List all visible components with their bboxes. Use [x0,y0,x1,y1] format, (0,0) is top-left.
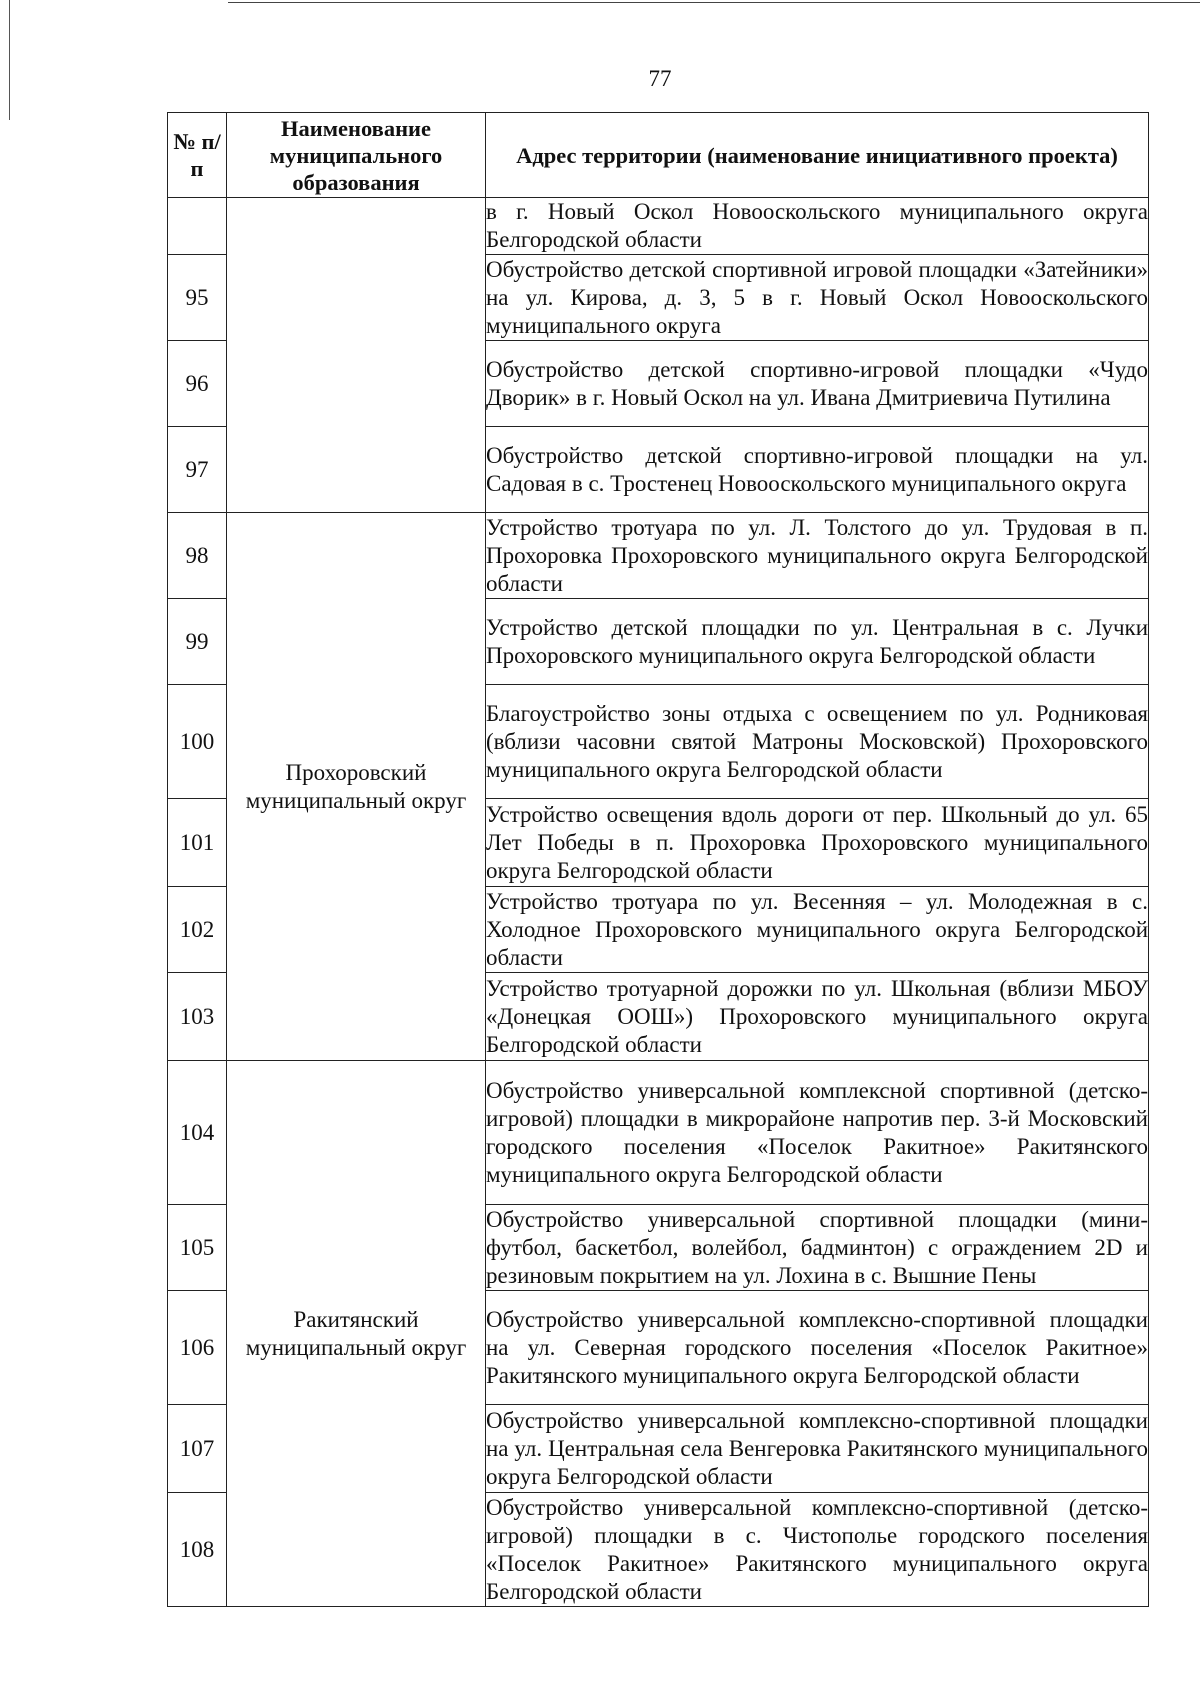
left-scan-rule [9,0,10,120]
row-address: Обустройство детской спортивной игровой площадки «Затейники» на ул. Кирова, д. 3, 5 в г. Новый Оскол Новооскольского муниципального округа [486,255,1149,341]
table-row [168,513,1149,599]
table-header-row [168,113,1149,198]
row-number: 96 [168,341,227,427]
table-row [168,1061,1149,1205]
municipality-cell-rakityansky: Ракитянский муниципальный округ [227,1061,486,1607]
row-address: Обустройство детской спортивно-игровой площадки «Чудо Дворик» в г. Новый Оскол на ул. Ивана Дмитриевича Путилина [486,341,1149,427]
municipality-cell-prokhorovsky: Прохоровский муниципальный округ [227,513,486,1061]
row-number: 100 [168,685,227,799]
row-number: 108 [168,1493,227,1607]
row-address: Устройство освещения вдоль дороги от пер. Школьный до ул. 65 Лет Победы в п. Прохоровка Прохоровского муниципального округа Белгородской области [486,799,1149,887]
row-address: Обустройство универсальной комплексно-спортивной (детско-игровой) площадки в с. Чистополье городского поселения «Поселок Ракитное» Ракитянского муниципального округа Белгородской области [486,1493,1149,1607]
row-number: 104 [168,1061,227,1205]
row-number: 99 [168,599,227,685]
row-address: Благоустройство зоны отдыха с освещением по ул. Родниковая (вблизи часовни святой Матроны Московской) Прохоровского муниципального округа Белгородской области [486,685,1149,799]
row-address: Обустройство универсальной комплексно-спортивной площадки на ул. Северная городского поселения «Поселок Ракитное» Ракитянского муниципального округа Белгородской области [486,1291,1149,1405]
table-row [168,198,1149,255]
page-number: 77 [648,66,672,91]
row-address: Обустройство универсальной комплексно-спортивной площадки на ул. Центральная села Венгеровка Ракитянского муниципального округа Белгородской области [486,1405,1149,1493]
row-address: Устройство тротуарной дорожки по ул. Школьная (вблизи МБОУ «Донецкая ООШ») Прохоровского муниципального округа Белгородской области [486,973,1149,1061]
row-address: Устройство тротуара по ул. Весенняя – ул. Молодежная в с. Холодное Прохоровского муниципального округа Белгородской области [486,887,1149,973]
row-number: 102 [168,887,227,973]
header-number: № п/п [168,113,227,198]
row-number: 98 [168,513,227,599]
row-address: Устройство детской площадки по ул. Центральная в с. Лучки Прохоровского муниципального округа Белгородской области [486,599,1149,685]
row-number: 103 [168,973,227,1061]
row-address: Обустройство детской спортивно-игровой площадки на ул. Садовая в с. Тростенец Новооскольского муниципального округа [486,427,1149,513]
municipality-cell-novooskolsky [227,198,486,513]
row-address: в г. Новый Оскол Новооскольского муниципального округа Белгородской области [486,198,1149,255]
row-address: Обустройство универсальной спортивной площадки (мини-футбол, баскетбол, волейбол, бадминтон) с ограждением 2D и резиновым покрытием на ул. Лохина в с. Вышние Пены [486,1205,1149,1291]
row-number: 101 [168,799,227,887]
row-number [168,198,227,255]
row-number: 95 [168,255,227,341]
projects-table [167,112,1149,1607]
row-number: 106 [168,1291,227,1405]
top-scan-rule [228,2,1200,3]
header-municipality: Наименование муниципального образования [227,113,486,198]
row-number: 107 [168,1405,227,1493]
row-number: 97 [168,427,227,513]
header-address: Адрес территории (наименование инициативного проекта) [486,113,1149,198]
row-address: Обустройство универсальной комплексной спортивной (детско-игровой) площадки в микрорайоне напротив пер. 3-й Московский городского поселения «Поселок Ракитное» Ракитянского муниципального округа Белгородской области [486,1061,1149,1205]
row-address: Устройство тротуара по ул. Л. Толстого до ул. Трудовая в п. Прохоровка Прохоровского муниципального округа Белгородской области [486,513,1149,599]
row-number: 105 [168,1205,227,1291]
